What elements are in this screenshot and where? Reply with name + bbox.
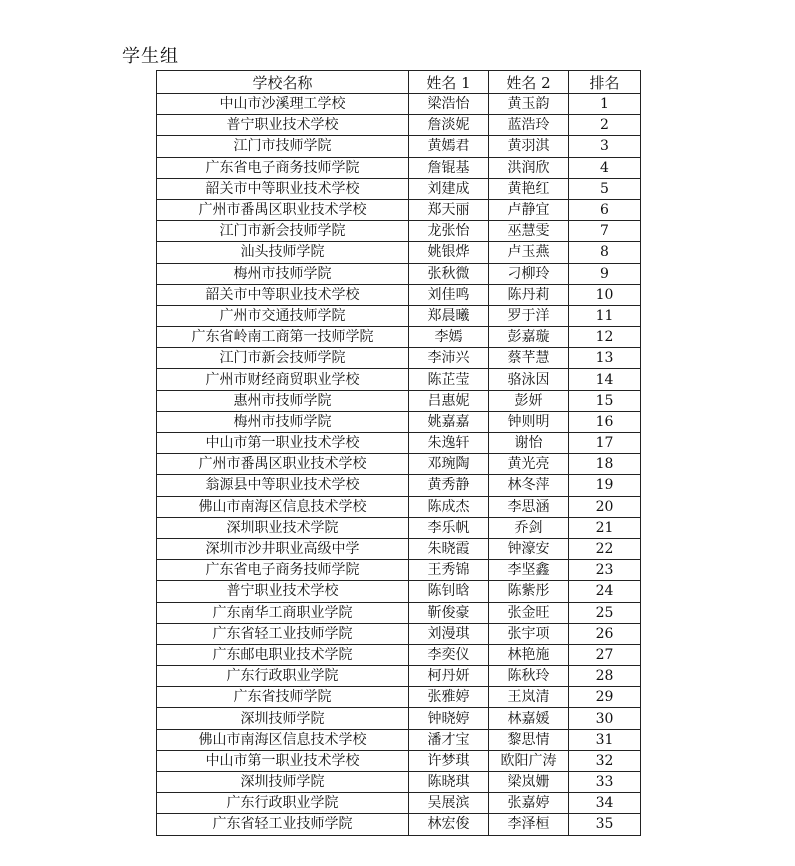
cell-name1: 钟晓婷 [409,708,489,729]
cell-name2: 林冬萍 [489,475,569,496]
cell-name1: 刘佳鸣 [409,284,489,305]
cell-name1: 许梦琪 [409,750,489,771]
cell-name2: 卢静宜 [489,199,569,220]
cell-rank: 16 [569,411,641,432]
cell-rank: 9 [569,263,641,284]
cell-name1: 张秋微 [409,263,489,284]
table-row [157,560,641,581]
table-row [157,94,641,115]
cell-name2: 洪润欣 [489,157,569,178]
table-header-row [157,71,641,94]
section-title: 学生组 [122,46,179,67]
table-row [157,814,641,835]
table-row [157,199,641,220]
table-row [157,644,641,665]
cell-name1: 龙张怡 [409,221,489,242]
table-row [157,454,641,475]
cell-school: 广东省电子商务技师学院 [157,157,409,178]
table-row [157,687,641,708]
table-row [157,115,641,136]
cell-school: 惠州市技师学院 [157,390,409,411]
cell-name2: 林嘉媛 [489,708,569,729]
cell-name2: 张宇项 [489,623,569,644]
table-row [157,136,641,157]
cell-school: 韶关市中等职业技术学校 [157,284,409,305]
cell-rank: 18 [569,454,641,475]
cell-school: 翁源县中等职业技术学校 [157,475,409,496]
table-row [157,433,641,454]
cell-rank: 27 [569,644,641,665]
cell-name1: 邓琬陶 [409,454,489,475]
table-row [157,666,641,687]
cell-name2: 乔剑 [489,517,569,538]
table-row [157,327,641,348]
cell-rank: 8 [569,242,641,263]
table-row [157,623,641,644]
table-row [157,411,641,432]
cell-name2: 黄玉韵 [489,94,569,115]
cell-school: 广东省轻工业技师学院 [157,814,409,835]
table-row [157,221,641,242]
cell-rank: 21 [569,517,641,538]
table-row [157,517,641,538]
table-row [157,242,641,263]
cell-rank: 35 [569,814,641,835]
table-body [157,94,641,836]
cell-school: 广东省岭南工商第一技师学院 [157,327,409,348]
cell-name1: 林宏俊 [409,814,489,835]
cell-name2: 陈紫彤 [489,581,569,602]
cell-school: 广东南华工商职业学院 [157,602,409,623]
cell-rank: 14 [569,369,641,390]
cell-school: 江门市新会技师学院 [157,221,409,242]
cell-rank: 1 [569,94,641,115]
table-row [157,538,641,559]
cell-name2: 彭嘉璇 [489,327,569,348]
cell-rank: 33 [569,772,641,793]
cell-school: 江门市新会技师学院 [157,348,409,369]
cell-name1: 姚银烨 [409,242,489,263]
cell-rank: 29 [569,687,641,708]
table-row [157,602,641,623]
cell-rank: 11 [569,305,641,326]
cell-name2: 刁柳玲 [489,263,569,284]
cell-school: 深圳技师学院 [157,772,409,793]
cell-school: 广东省电子商务技师学院 [157,560,409,581]
cell-rank: 2 [569,115,641,136]
cell-school: 普宁职业技术学校 [157,115,409,136]
cell-name2: 卢玉燕 [489,242,569,263]
cell-name1: 黄秀静 [409,475,489,496]
cell-name2: 蔡芊慧 [489,348,569,369]
table-row [157,305,641,326]
cell-school: 江门市技师学院 [157,136,409,157]
cell-name2: 欧阳广涛 [489,750,569,771]
table-row [157,772,641,793]
cell-name1: 朱晓霞 [409,538,489,559]
cell-rank: 34 [569,793,641,814]
table-row [157,475,641,496]
cell-rank: 28 [569,666,641,687]
table-row [157,793,641,814]
cell-school: 广州市番禺区职业技术学校 [157,454,409,475]
cell-name2: 张嘉婷 [489,793,569,814]
table-row [157,750,641,771]
cell-school: 中山市沙溪理工学校 [157,94,409,115]
cell-school: 中山市第一职业技术学校 [157,433,409,454]
cell-name2: 陈丹莉 [489,284,569,305]
cell-name1: 吴展滨 [409,793,489,814]
cell-school: 广东行政职业学院 [157,793,409,814]
cell-rank: 24 [569,581,641,602]
cell-school: 深圳市沙井职业高级中学 [157,538,409,559]
cell-name2: 黄羽淇 [489,136,569,157]
cell-name2: 黎思情 [489,729,569,750]
header-name1: 姓名 1 [409,71,489,94]
cell-school: 广州市番禺区职业技术学校 [157,199,409,220]
cell-rank: 13 [569,348,641,369]
cell-school: 深圳技师学院 [157,708,409,729]
cell-school: 普宁职业技术学校 [157,581,409,602]
cell-name1: 陈成杰 [409,496,489,517]
cell-rank: 7 [569,221,641,242]
cell-rank: 23 [569,560,641,581]
table-row [157,708,641,729]
cell-rank: 17 [569,433,641,454]
cell-name2: 林艳施 [489,644,569,665]
cell-name1: 张雅婷 [409,687,489,708]
cell-rank: 4 [569,157,641,178]
table-row [157,496,641,517]
cell-name1: 陈钊晗 [409,581,489,602]
cell-name2: 彭妍 [489,390,569,411]
cell-school: 佛山市南海区信息技术学校 [157,496,409,517]
table-row [157,369,641,390]
table-row [157,348,641,369]
cell-name2: 王岚清 [489,687,569,708]
cell-school: 汕头技师学院 [157,242,409,263]
cell-rank: 20 [569,496,641,517]
cell-name1: 梁浩怡 [409,94,489,115]
cell-name2: 骆泳因 [489,369,569,390]
cell-rank: 3 [569,136,641,157]
table-row [157,157,641,178]
cell-name2: 谢怡 [489,433,569,454]
cell-name2: 黄光亮 [489,454,569,475]
cell-school: 广东邮电职业技术学院 [157,644,409,665]
cell-school: 广东省技师学院 [157,687,409,708]
cell-name1: 郑晨曦 [409,305,489,326]
cell-school: 韶关市中等职业技术学校 [157,178,409,199]
cell-name1: 李沛兴 [409,348,489,369]
cell-name1: 刘漫琪 [409,623,489,644]
table-row [157,263,641,284]
results-table [156,70,641,836]
cell-school: 广州市交通技师学院 [157,305,409,326]
cell-name1: 柯丹妍 [409,666,489,687]
table-row [157,178,641,199]
table-row [157,581,641,602]
cell-rank: 26 [569,623,641,644]
cell-rank: 22 [569,538,641,559]
cell-name1: 姚嘉嘉 [409,411,489,432]
cell-name2: 梁岚姗 [489,772,569,793]
cell-name1: 陈芷莹 [409,369,489,390]
cell-rank: 25 [569,602,641,623]
cell-rank: 12 [569,327,641,348]
table-row [157,729,641,750]
cell-school: 中山市第一职业技术学校 [157,750,409,771]
cell-name1: 王秀锦 [409,560,489,581]
cell-name1: 陈晓琪 [409,772,489,793]
cell-name2: 罗于洋 [489,305,569,326]
header-school: 学校名称 [157,71,409,94]
header-rank: 排名 [569,71,641,94]
cell-name2: 钟则明 [489,411,569,432]
cell-name2: 李泽桓 [489,814,569,835]
cell-school: 广东行政职业学院 [157,666,409,687]
cell-name1: 李嫣 [409,327,489,348]
cell-rank: 32 [569,750,641,771]
cell-name1: 李乐帆 [409,517,489,538]
cell-name1: 吕惠妮 [409,390,489,411]
cell-name1: 刘建成 [409,178,489,199]
cell-name2: 黄艳红 [489,178,569,199]
cell-name2: 钟濠安 [489,538,569,559]
cell-name1: 詹淡妮 [409,115,489,136]
cell-school: 广东省轻工业技师学院 [157,623,409,644]
cell-name2: 李思涵 [489,496,569,517]
cell-school: 梅州市技师学院 [157,411,409,432]
header-name2: 姓名 2 [489,71,569,94]
cell-name2: 张金旺 [489,602,569,623]
cell-name1: 詹锟基 [409,157,489,178]
cell-name1: 李奕仪 [409,644,489,665]
cell-rank: 5 [569,178,641,199]
cell-rank: 30 [569,708,641,729]
cell-school: 广州市财经商贸职业学校 [157,369,409,390]
cell-rank: 10 [569,284,641,305]
cell-name1: 黄嫣君 [409,136,489,157]
cell-name2: 巫慧雯 [489,221,569,242]
cell-name2: 蓝浩玲 [489,115,569,136]
cell-name1: 靳俊豪 [409,602,489,623]
table-row [157,284,641,305]
table-row [157,390,641,411]
cell-name1: 朱逸轩 [409,433,489,454]
cell-school: 佛山市南海区信息技术学校 [157,729,409,750]
cell-rank: 6 [569,199,641,220]
cell-name1: 潘才宝 [409,729,489,750]
cell-rank: 19 [569,475,641,496]
cell-school: 梅州市技师学院 [157,263,409,284]
cell-rank: 15 [569,390,641,411]
cell-name1: 郑天丽 [409,199,489,220]
cell-rank: 31 [569,729,641,750]
cell-name2: 陈秋玲 [489,666,569,687]
cell-school: 深圳职业技术学院 [157,517,409,538]
cell-name2: 李坚鑫 [489,560,569,581]
